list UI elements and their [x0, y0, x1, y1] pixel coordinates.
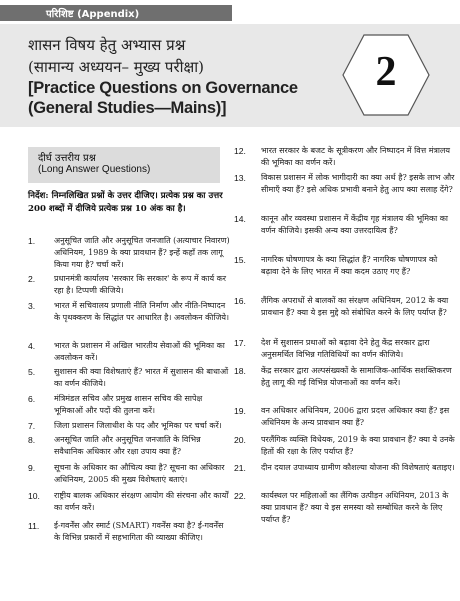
instruction-text: निर्देश: निम्नलिखित प्रश्नों के उत्तर दीजिए। प्रत्येक प्रश्न का उत्तर 200 शब्दों में दीजिये प्रत्येक प्रश्न 10 अंक का है। — [28, 191, 223, 214]
question-number: 5. — [28, 367, 36, 377]
question-text: सूचना के अधिकार का औचित्य क्या है? सूचना का अधिकार अधिनियम, 2005 की मुख्य विशेषताएं बताएं। — [54, 463, 225, 485]
question-number: 19. — [234, 406, 246, 416]
question-number: 4. — [28, 341, 36, 351]
question-number: 18. — [234, 366, 246, 376]
question-text: अनसूचित जाति और अनुसूचित जनजाति के विभिन्न सवैधानिक अधिकार और रक्षा उपाय क्या हैं? — [54, 435, 201, 457]
question-number: 3. — [28, 301, 36, 311]
question-number: 16. — [234, 296, 246, 306]
question-number: 20. — [234, 435, 246, 445]
question-text: मंत्रिमंडल सचिव और प्रमुख शासन सचिव की सापेक्ष भूमिकाओं और पदों की तुलना करें। — [54, 394, 203, 416]
question-text: भारत के प्रशासन में अखिल भारतीय सेवाओं की भूमिका का अवलोकन करें। — [54, 341, 225, 363]
question-text: अनुसूचित जाति और अनुसूचित जनजाति (अत्याचार निवारण) अधिनियम, 1989 के क्या प्रावधान हैं? इन्हें कहाँ तक लागू किया गया है? चर्चा करें। — [54, 236, 230, 270]
question-number: 22. — [234, 491, 246, 501]
question-text: कार्यस्थल पर महिलाओं का लैंगिक उत्पीड़न अधिनियम, 2013 के क्या प्रावधान हैं? क्या ये इस समस्या को सम्बोधित करने के लिए पर्याप्त हैं? — [261, 491, 449, 525]
question-number: 10. — [28, 491, 40, 501]
question-number: 11. — [28, 521, 40, 531]
question-number: 15. — [234, 255, 246, 265]
question-number: 6. — [28, 394, 36, 404]
section-heading-hindi: दीर्घ उत्तरीय प्रश्न — [38, 153, 96, 164]
question-number: 2. — [28, 274, 36, 284]
title-english-line1: [Practice Questions on Governance — [28, 79, 298, 97]
question-text: दीन दयाल उपाध्याय ग्रामीण कौशल्या योजना की विशेषताएं बताइए। — [261, 463, 455, 472]
question-text: जिला प्रशासन जिलाधीश के पद और भूमिका पर चर्चा करें। — [54, 421, 222, 430]
question-text: राष्ट्रीय बालक अधिकार संरक्षण आयोग की संरचना और कार्यों का वर्णन करें। — [54, 491, 229, 513]
title-english-line2: (General Studies—Mains)] — [28, 99, 227, 117]
chapter-number: 2 — [375, 49, 397, 95]
question-text: ई-गवर्नेंस और स्मार्ट (SMART) गवर्नेंस क्या है? ई-गवर्नेंस के विभिन्न प्रकारों में सहभागिता की व्याख्या कीजिए। — [54, 521, 224, 543]
question-text: विकास प्रशासन में लोक भागीदारी का क्या अर्थ है? इसके लाभ और सीमाएँ क्या हैं? इसे अधिक प्रभावी बनाने हेतु आप क्या सलाह देंगे? — [261, 173, 455, 195]
question-text: परलैंगिक व्यक्ति विधेयक, 2019 के क्या प्रावधान हैं? क्या ये उनके हितों की रक्षा के लिए पर्याप्त हैं? — [261, 435, 455, 457]
section-heading-english: (Long Answer Questions) — [38, 164, 151, 175]
question-number: 12. — [234, 146, 246, 156]
question-text: नागरिक घोषणापत्र के क्या सिद्धांत हैं? नागरिक घोषणापत्र को बढ़ावा देने के लिए भारत में क्या कदम उठाए गए हैं? — [261, 255, 438, 277]
question-text: लैंगिक अपराधों से बालकों का संरक्षण अधिनियम, 2012 के क्या प्रावधान हैं? क्या ये इस मुद्दे को संबोधित करने के लिए पर्याप्त हैं? — [261, 296, 449, 318]
question-text: कानून और व्यवस्था प्रशासन में केंद्रीय गृह मंत्रालय की भूमिका का वर्णन कीजिये। इसकी अन्य क्या उत्तरदायित्व हैं? — [261, 214, 448, 236]
question-text: वन अधिकार अधिनियम, 2006 द्वारा प्रदत्त अधिकार क्या हैं? इस अधिनियम के अन्य प्रावधान क्या हैं? — [261, 406, 450, 428]
question-text: भारत में सचिवालय प्रणाली नीति निर्माण और नीति-निष्पादन के पृथक्करण के सिद्धांत पर आधारित है। अवलोकन कीजिये। — [54, 301, 230, 323]
question-number: 7. — [28, 421, 36, 431]
question-text: भारत सरकार के बजट के सूत्रीकरण और निष्पादन में वित्त मंत्रालय की भूमिका का वर्णन करें। — [261, 146, 451, 168]
question-number: 13. — [234, 173, 246, 183]
title-hindi-line1: शासन विषय हेतु अभ्यास प्रश्न — [28, 36, 186, 54]
title-hindi-line2: (सामान्य अध्ययन– मुख्य परीक्षा) — [28, 58, 204, 76]
question-number: 9. — [28, 463, 36, 473]
question-text: सुशासन की क्या विशेषताएं हैं? भारत में सुशासन की बाधाओं का वर्णन कीजिये। — [54, 367, 229, 389]
question-number: 1. — [28, 236, 36, 246]
question-number: 14. — [234, 214, 246, 224]
question-number: 21. — [234, 463, 246, 473]
question-number: 8. — [28, 435, 36, 445]
question-text: प्रधानमंत्री कार्यालय 'सरकार कि सरकार' के रूप में कार्य कर रहा है। टिप्पणी कीजिये। — [54, 274, 227, 296]
appendix-label: परिशिष्ट (Appendix) — [46, 9, 140, 20]
question-text: केंद्र सरकार द्वारा अल्पसंख्यकों के सामाजिक-आर्थिक सशक्तिकरण हेतु लागू की गई विभिन्न योजनाओं का वर्णन करें। — [261, 366, 452, 388]
title-english — [28, 78, 298, 118]
question-text: देश में सुशासन प्रथाओं को बढ़ावा देने हेतु केंद्र सरकार द्वारा अनुसमर्थित विभिन्न गतिविधियों का वर्णन कीजिये। — [261, 338, 430, 360]
question-number: 17. — [234, 338, 246, 348]
